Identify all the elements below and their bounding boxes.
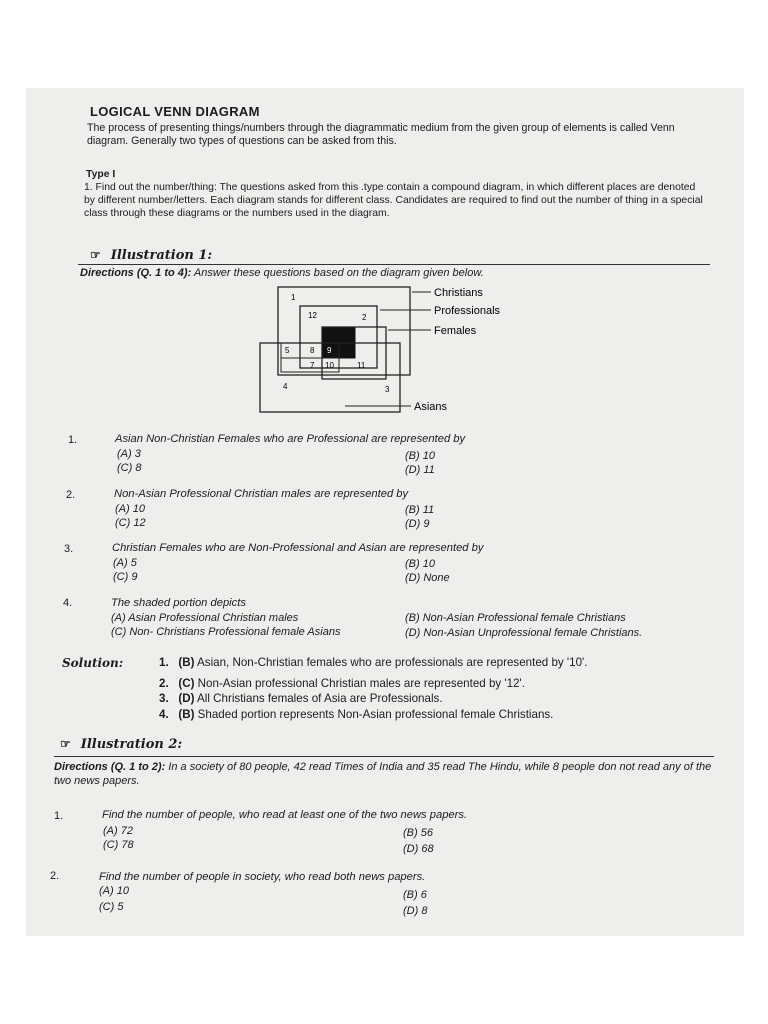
venn-diagram	[255, 282, 525, 417]
divider	[78, 264, 710, 265]
option-a: (A) Asian Professional Christian males	[111, 612, 299, 624]
question-text: Non-Asian Professional Christian males are represented by	[114, 488, 409, 500]
type-heading: Type I	[86, 169, 116, 180]
legend-professionals: Professionals	[434, 305, 501, 317]
solution-text: Asian, Non-Christian females who are professionals are represented by '10'.	[194, 656, 588, 669]
directions-1	[80, 267, 484, 279]
pointing-hand-icon: ☞	[90, 248, 101, 262]
option-d: (D) 11	[405, 464, 435, 476]
solution-item	[159, 692, 443, 705]
solution-key: (B)	[178, 708, 195, 721]
solution-number: 3.	[159, 692, 169, 705]
question-number: 2.	[66, 489, 76, 501]
region-label: 10	[325, 361, 334, 370]
option-b: (B) 56	[403, 827, 433, 839]
option-b: (B) 11	[405, 504, 435, 516]
option-c: (C) Non- Christians Professional female Asians	[111, 626, 341, 638]
option-b: (B) 10	[405, 558, 435, 570]
question-text: Asian Non-Christian Females who are Professional are represented by	[115, 433, 466, 445]
solution-text: Non-Asian professional Christian males are represented by '12'.	[194, 677, 525, 690]
region-label: 9	[327, 346, 332, 355]
pointing-hand-icon: ☞	[60, 737, 71, 751]
solution-key: (B)	[178, 656, 195, 669]
option-b: (B) Non-Asian Professional female Christians	[405, 612, 626, 624]
option-d: (D) 68	[403, 843, 434, 855]
directions-2	[54, 760, 718, 788]
option-a: (A) 3	[117, 448, 141, 460]
option-c: (C) 8	[117, 462, 142, 474]
option-d: (D) 9	[405, 518, 430, 530]
option-a: (A) 5	[113, 557, 137, 569]
option-a: (A) 10	[115, 503, 145, 515]
divider	[54, 756, 714, 757]
page-title: LOGICAL VENN DIAGRAM	[90, 104, 260, 119]
option-c: (C) 9	[113, 571, 138, 583]
solution-label: Solution:	[62, 656, 124, 670]
question-text: Find the number of people, who read at least one of the two news papers.	[102, 809, 468, 821]
solution-text: Shaded portion represents Non-Asian professional female Christians.	[194, 708, 554, 721]
question-number: 4.	[63, 597, 73, 609]
question-text: The shaded portion depicts	[111, 597, 246, 609]
region-label: 11	[357, 361, 366, 370]
question-text: Find the number of people in society, who read both news papers.	[99, 871, 426, 883]
solution-item	[159, 656, 587, 669]
option-a: (A) 10	[99, 885, 129, 897]
option-d: (D) Non-Asian Unprofessional female Christians.	[405, 627, 643, 639]
option-a: (A) 72	[103, 825, 133, 837]
question-number: 1.	[54, 810, 64, 822]
region-label: 1	[291, 293, 296, 302]
solution-item	[159, 708, 553, 721]
region-label: 3	[385, 385, 390, 394]
directions-2-text: In a society of 80 people, 42 read Times of India and 35 read The Hindu, while 8 people don not read any of the two news papers.	[54, 761, 712, 787]
option-d: (D) 8	[403, 905, 428, 917]
region-label: 8	[310, 346, 315, 355]
directions-1-label: Directions (Q. 1 to 4):	[80, 267, 192, 279]
intro-paragraph: The process of presenting things/numbers through the diagrammatic medium from the given group of elements is called Venn diagram. Generally two types of questions can be asked from this.	[87, 122, 675, 147]
legend-asians: Asians	[414, 401, 448, 413]
option-b: (B) 10	[405, 450, 435, 462]
solution-number: 4.	[159, 708, 169, 721]
solution-text: All Christians females of Asia are Professionals.	[194, 692, 443, 705]
option-b: (B) 6	[403, 889, 427, 901]
illustration-2-heading	[60, 737, 182, 752]
solution-key: (C)	[178, 677, 195, 690]
region-label: 2	[362, 313, 367, 322]
question-text: Christian Females who are Non-Professional and Asian are represented by	[112, 542, 484, 554]
illustration-1-title: Illustration 1:	[110, 248, 213, 263]
illustration-1-heading	[90, 248, 212, 263]
directions-2-label: Directions (Q. 1 to 2):	[54, 761, 166, 773]
option-c: (C) 78	[103, 839, 134, 851]
region-label: 4	[283, 382, 288, 391]
option-c: (C) 12	[115, 517, 146, 529]
option-d: (D) None	[405, 572, 450, 584]
solution-item	[159, 677, 525, 690]
region-label: 12	[308, 311, 317, 320]
option-c: (C) 5	[99, 901, 124, 913]
question-number: 2.	[50, 870, 60, 882]
question-number: 1.	[68, 434, 78, 446]
directions-1-text: Answer these questions based on the diagram given below.	[191, 267, 484, 279]
region-label: 7	[310, 361, 315, 370]
question-number: 3.	[64, 543, 74, 555]
legend-females: Females	[434, 325, 477, 337]
legend-christians: Christians	[434, 287, 483, 299]
solution-number: 1.	[159, 656, 169, 669]
solution-key: (D)	[178, 692, 195, 705]
region-label: 5	[285, 346, 290, 355]
solution-number: 2.	[159, 677, 169, 690]
illustration-2-title: Illustration 2:	[80, 737, 183, 752]
type-description: 1. Find out the number/thing: The questions asked from this .type contain a compound diagram, in which different places are denoted by different number/letters. Each diagram stands for different class. Candidates are required to find out the number of thing in a special class through these diagrams or the numbers used in the diagram.	[84, 182, 703, 219]
